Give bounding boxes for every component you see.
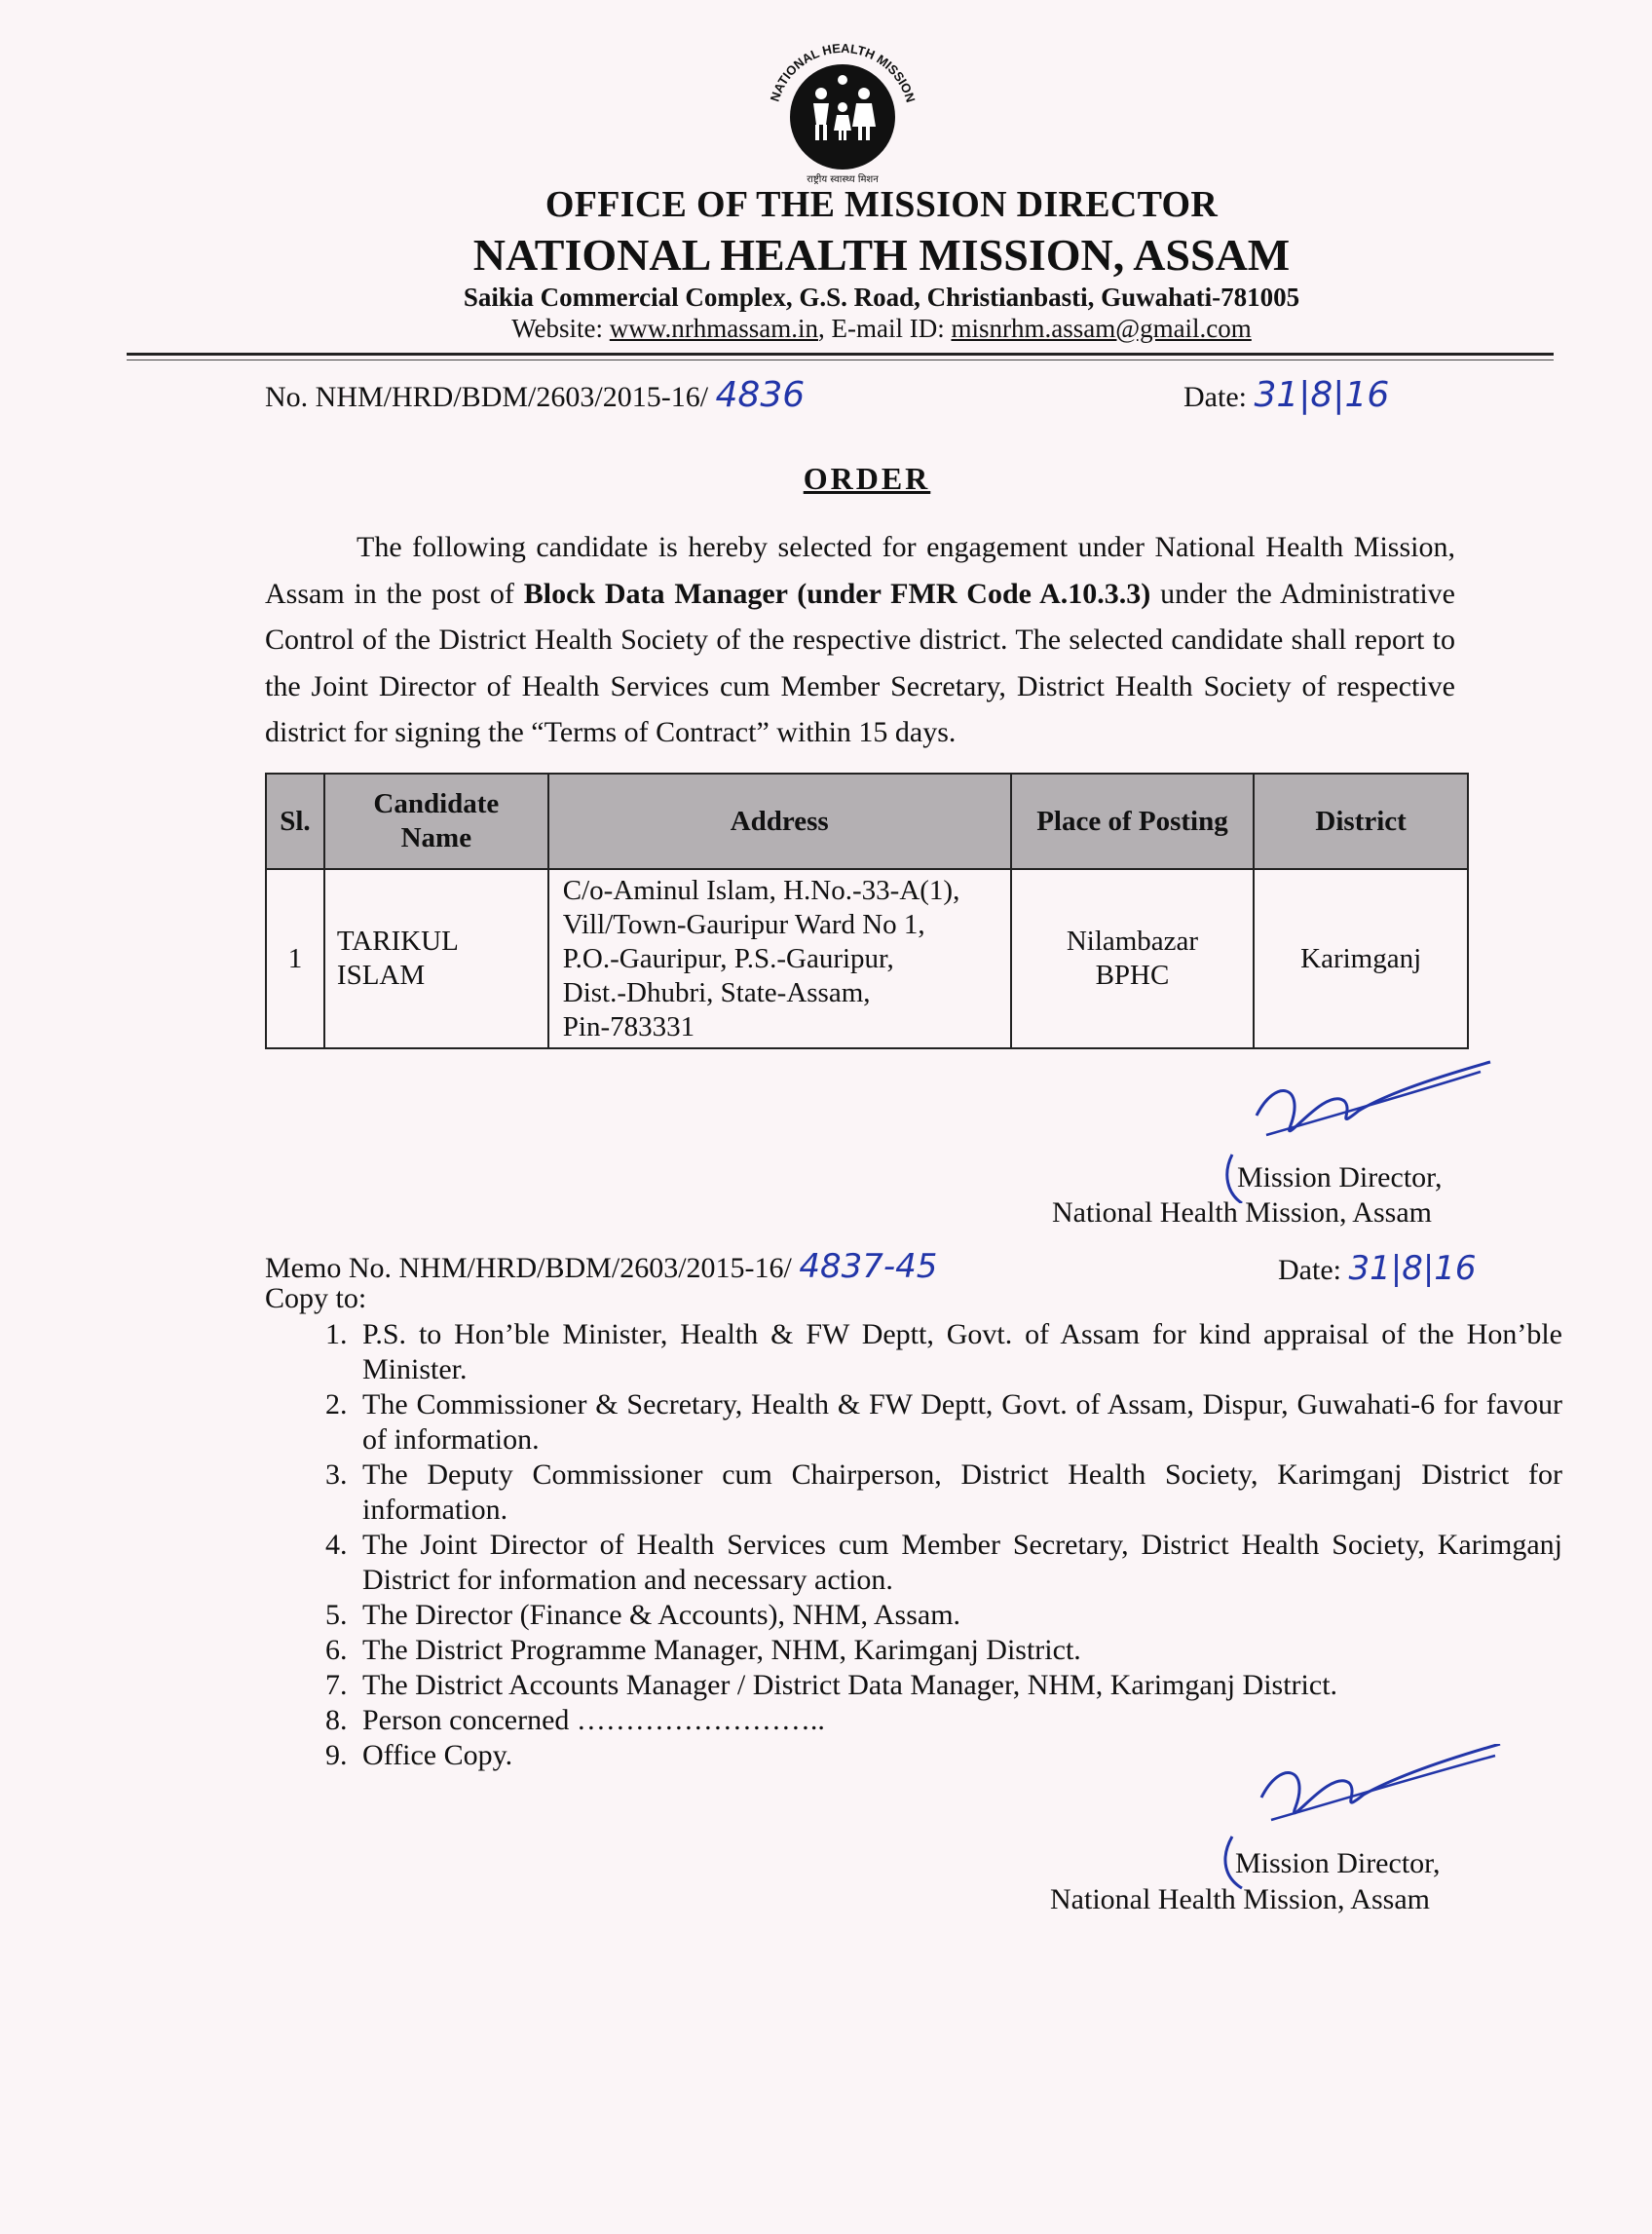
list-item: 1. P.S. to Hon’ble Minister, Health & FW Deptt, Govt. of Assam for kind appraisal of the Hon’ble Minister.: [355, 1317, 1562, 1387]
date-label: Date:: [1183, 381, 1247, 413]
cell-candidate-name: TARIKUL ISLAM: [324, 869, 548, 1048]
table-header-row: [266, 774, 1468, 869]
col-header-sl: Sl.: [266, 774, 324, 869]
contact-line: [0, 314, 1652, 344]
address-line: Pin-783331: [562, 1010, 695, 1042]
order-paragraph: [265, 524, 1455, 756]
col-header-place-of-posting: Place of Posting: [1011, 774, 1255, 869]
paragraph-part-1: The following candidate is hereby selected for engagement under National Health Mission, Assam in the post of: [265, 531, 1455, 610]
signatory-title: Mission Director,: [1237, 1161, 1443, 1193]
posting-line: BPHC: [1095, 960, 1170, 991]
copy-to-label: Copy to:: [265, 1282, 367, 1314]
cell-district: Karimganj: [1254, 869, 1468, 1048]
candidate-table: [265, 773, 1469, 1049]
post-name: Block Data Manager (under FMR Code A.10.3.3): [523, 577, 1151, 610]
posting-line: Nilambazar: [1066, 926, 1199, 957]
col-header-district: District: [1254, 774, 1468, 869]
address-line: P.O.-Gauripur, P.S.-Gauripur,: [562, 942, 894, 974]
memo-number-handwritten: 4837-45: [799, 1247, 938, 1286]
header-divider: [127, 353, 1554, 356]
signatory-organization: National Health Mission, Assam: [1052, 1196, 1432, 1229]
cell-address: [548, 869, 1011, 1048]
col-header-candidate-name: Candidate Name: [324, 774, 548, 869]
list-item: 2. The Commissioner & Secretary, Health & FW Deptt, Govt. of Assam, Dispur, Guwahati-6 for favour of information.: [355, 1387, 1562, 1458]
list-item: 3. The Deputy Commissioner cum Chairperson, District Health Society, Karimganj District for information.: [355, 1458, 1562, 1528]
signatory-organization: National Health Mission, Assam: [1050, 1883, 1430, 1915]
list-item: 8. Person concerned ……………………..: [355, 1703, 1562, 1738]
order-date: [1183, 375, 1389, 415]
reference-number-handwritten: 4836: [715, 375, 806, 415]
cell-place-of-posting: [1011, 869, 1255, 1048]
list-item: 9. Office Copy.: [355, 1738, 1562, 1773]
address-line: C/o-Aminul Islam, H.No.-33-A(1),: [562, 874, 960, 906]
reference-number: [265, 375, 805, 415]
address-line: Dist.-Dhubri, State-Assam,: [562, 976, 871, 1008]
logo-hindi-text: राष्ट्रीय स्वास्थ्य मिशन: [807, 174, 879, 185]
office-heading: OFFICE OF THE MISSION DIRECTOR: [544, 184, 1219, 225]
signatory-title: Mission Director,: [1235, 1847, 1441, 1879]
website-label: Website:: [511, 314, 610, 343]
copy-list: [265, 1317, 1562, 1773]
organization-heading: NATIONAL HEALTH MISSION, ASSAM: [472, 230, 1291, 280]
memo-date: [1278, 1249, 1477, 1288]
logo-ring-text: NATIONAL HEALTH MISSION: [767, 40, 919, 104]
col-header-address: Address: [548, 774, 1011, 869]
list-item: 5. The Director (Finance & Accounts), NHM, Assam.: [355, 1598, 1562, 1633]
email-label: , E-mail ID:: [818, 314, 952, 343]
memo-date-handwritten: 31|8|16: [1348, 1249, 1477, 1288]
email-link[interactable]: misnrhm.assam@gmail.com: [951, 314, 1252, 343]
list-item: 7. The District Accounts Manager / District Data Manager, NHM, Karimganj District.: [355, 1668, 1562, 1703]
date-handwritten: 31|8|16: [1254, 375, 1390, 415]
cell-sl: 1: [266, 869, 324, 1048]
order-title: ORDER: [803, 461, 931, 496]
memo-date-label: Date:: [1278, 1254, 1341, 1286]
paragraph-part-2: under the Administrative Control of the District Health Society of the respective district. The selected candidate shall report to the Joint Director of Health Services cum Member Secretary, District Health Society of respective district for signing the “Terms of Contract” within 15 days.: [265, 577, 1455, 748]
list-item: 4. The Joint Director of Health Services cum Member Secretary, District Health Society, Karimganj District for information and necessary action.: [355, 1528, 1562, 1598]
memo-number-text: Memo No. NHM/HRD/BDM/2603/2015-16/: [265, 1252, 792, 1284]
nhm-logo: [755, 39, 930, 185]
reference-number-text: No. NHM/HRD/BDM/2603/2015-16/: [265, 381, 709, 413]
table-row: [266, 869, 1468, 1048]
office-address: Saikia Commercial Complex, G.S. Road, Christianbasti, Guwahati-781005: [463, 283, 1300, 312]
website-link[interactable]: www.nrhmassam.in: [609, 314, 818, 343]
list-item: 6. The District Programme Manager, NHM, Karimganj District.: [355, 1633, 1562, 1668]
memo-number: [265, 1247, 937, 1286]
address-line: Vill/Town-Gauripur Ward No 1,: [562, 908, 925, 940]
